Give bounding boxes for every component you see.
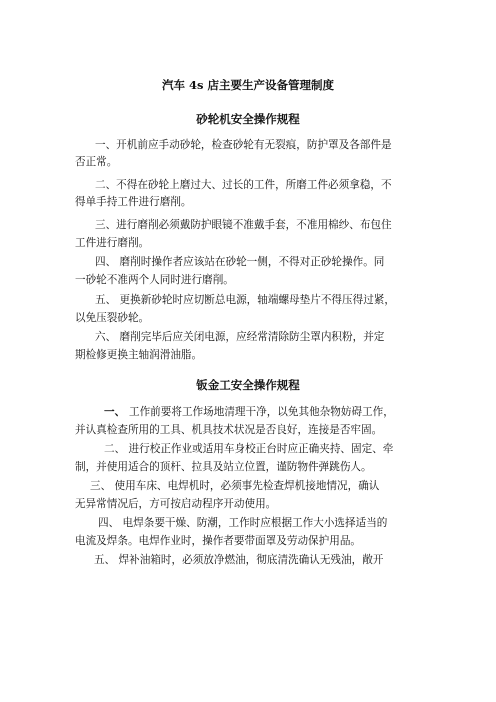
paragraph-line: 制，并使用适合的顶杆、拉具及站立位置，谨防物件弹跳伤人。 — [75, 461, 372, 473]
paragraph-line: 四、 磨削时操作者应该站在砂轮一侧，不得对正砂轮操作。同 — [95, 256, 385, 268]
paragraph-line: 五、 更换新砂轮时应切断总电源，轴端螺母垫片不得压得过紧， — [95, 294, 395, 306]
paragraph-line: 无异常情况后，方可按启动程序开动使用。 — [75, 498, 277, 510]
paragraph-line: 四、 电焊条要干燥、防潮，工作时应根据工作大小选择适当的 — [98, 517, 388, 529]
paragraph-line: 工作前要将工作场地清理干净，以免其他杂物妨碍工作， — [129, 406, 394, 418]
paragraph-line: 一砂轮不准两个人同时进行磨削。 — [75, 274, 234, 286]
paragraph-line: 二、 进行校正作业或适用车身校正台时应正确夹持、固定、牵 — [104, 443, 394, 455]
paragraph-line: 六、 磨削完毕后应关闭电源，应经常清除防尘罩内积粉，并定 — [95, 331, 385, 343]
paragraph-line: 工件进行磨削。 — [75, 237, 150, 249]
paragraph-line: 二、不得在砂轮上磨过大、过长的工件，所磨工件必须拿稳，不 — [95, 179, 392, 191]
paragraph-line: 并认真检查所用的工具、机具技术状况是否良好，连接是否牢固。 — [75, 424, 383, 436]
paragraph-line: 电流及焊条。电焊作业时，操作者要带面罩及劳动保护用品。 — [75, 535, 362, 547]
paragraph-line: 期检修更换主轴润滑油脂。 — [75, 349, 203, 361]
paragraph-line: 三、进行磨削必须戴防护眼镜不准戴手套，不准用棉纱、布包住 — [95, 219, 392, 231]
paragraph-line: 三、 使用车床、电焊机时，必须事先检查焊机接地情况，确认 — [90, 480, 380, 492]
paragraph-line: 五、 焊补油箱时，必须放净燃油，彻底清洗确认无残油，敞开 — [94, 554, 384, 566]
paragraph-line: 以免压裂砂轮。 — [75, 312, 150, 324]
paragraph-line: 得单手持工件进行磨削。 — [75, 196, 192, 208]
section-title-sheet-metal: 钣金工安全操作规程 — [196, 378, 300, 392]
paragraph-number: 一、 — [104, 406, 126, 418]
paragraph-line: 一、开机前应手动砂轮，检查砂轮有无裂痕，防护罩及各部件是 — [95, 139, 392, 151]
paragraph-line: 否正常。 — [75, 156, 118, 168]
document-title: 汽车 4s 店主要生产设备管理制度 — [162, 78, 334, 92]
section-title-grinder: 砂轮机安全操作规程 — [196, 112, 300, 126]
